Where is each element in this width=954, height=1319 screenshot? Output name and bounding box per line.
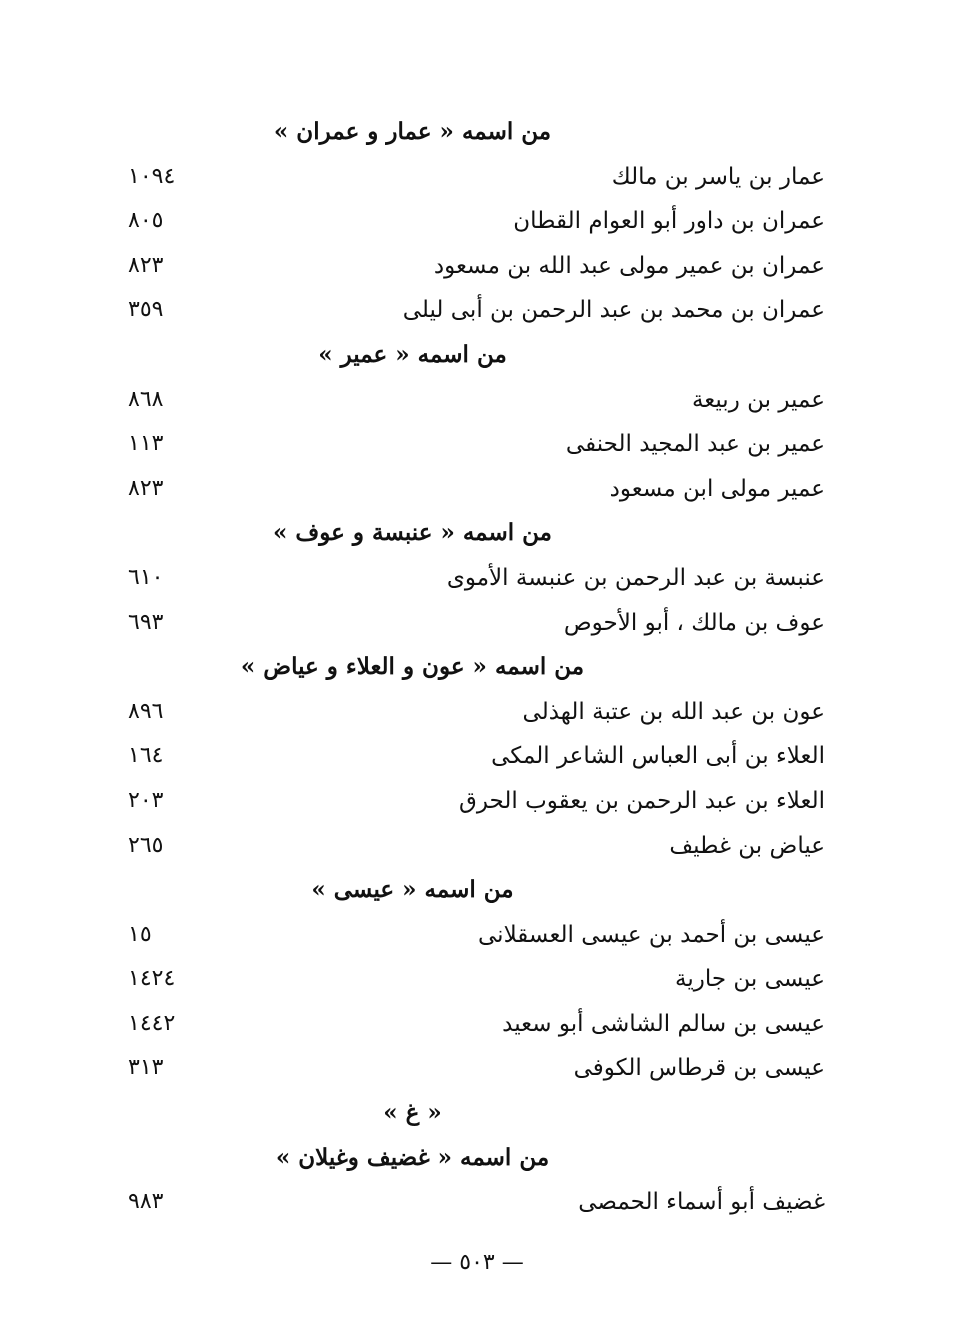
entry-name: عمير مولى ابن مسعود xyxy=(609,475,825,502)
entry-name: غضيف أبو أسماء الحمصى xyxy=(578,1189,825,1216)
entry-page-number: ٨٠٥ xyxy=(128,208,164,234)
index-list xyxy=(110,110,825,1225)
section-heading xyxy=(110,868,825,913)
entry-name: عمير بن ربيعة xyxy=(691,386,825,413)
index-entry xyxy=(110,556,825,601)
entry-page-number: ١١٣ xyxy=(128,431,164,457)
entry-name: عون بن عبد الله بن عتبة الهذلى xyxy=(522,698,825,725)
entry-name: عمران بن محمد بن عبد الرحمن بن أبى ليلى xyxy=(402,297,825,324)
entry-page-number: ٣٥٩ xyxy=(128,297,164,323)
index-entry xyxy=(110,199,825,244)
index-entry xyxy=(110,1046,825,1091)
entry-page-number: ١٦٤ xyxy=(128,743,164,769)
page-number: — ٥٠٣ — xyxy=(430,1250,524,1275)
entry-page-number: ١٠٩٤ xyxy=(128,163,176,189)
index-entry xyxy=(110,779,825,824)
section-heading-text: من اسمه « عنبسة و عوف » xyxy=(273,519,552,547)
index-entry xyxy=(110,690,825,735)
entry-name: العلاء بن عبد الرحمن بن يعقوب الحرق xyxy=(458,787,825,814)
entry-page-number: ٨٦٨ xyxy=(128,386,164,412)
entry-page-number: ٨٢٣ xyxy=(128,475,164,501)
index-entry xyxy=(110,378,825,423)
entry-page-number: ٣١٣ xyxy=(128,1055,164,1081)
entry-page-number: ٨٢٣ xyxy=(128,252,164,278)
index-entry xyxy=(110,734,825,779)
entry-name: عمار بن ياسر بن مالك xyxy=(611,163,825,190)
index-entry xyxy=(110,422,825,467)
entry-name: عيسى بن أحمد بن عيسى العسقلانى xyxy=(478,921,825,948)
index-entry xyxy=(110,913,825,958)
entry-page-number: ٢٦٥ xyxy=(128,832,164,858)
entry-page-number: ١٤٤٢ xyxy=(128,1010,176,1036)
entry-page-number: ٢٠٣ xyxy=(128,787,164,813)
entry-name: عمران بن عمير مولى عبد الله بن مسعود xyxy=(433,252,825,279)
entry-name: عنبسة بن عبد الرحمن بن عنبسة الأموى xyxy=(446,564,825,591)
entry-name: عوف بن مالك ، أبو الأحوص xyxy=(563,609,825,636)
index-entry xyxy=(110,244,825,289)
entry-name: عيسى بن جارية xyxy=(675,966,825,993)
section-heading-text: « غ » xyxy=(383,1099,442,1127)
entry-name: عياض بن غطيف xyxy=(669,832,825,859)
entry-name: عيسى بن قرطاس الكوفى xyxy=(573,1055,825,1082)
index-entry xyxy=(110,601,825,646)
entry-page-number: ١٤٢٤ xyxy=(128,966,176,992)
index-entry xyxy=(110,155,825,200)
section-heading-text: من اسمه « عيسى » xyxy=(311,876,514,904)
section-heading xyxy=(110,645,825,690)
section-heading-text: من اسمه « عون و العلاء و عياض » xyxy=(240,653,585,681)
entry-name: عمير بن عبد المجيد الحنفى xyxy=(565,431,825,458)
entry-name: العلاء بن أبى العباس الشاعر المكى xyxy=(491,743,825,770)
index-entry xyxy=(110,1002,825,1047)
entry-page-number: ٦٩٣ xyxy=(128,609,164,635)
section-heading xyxy=(110,1136,825,1181)
index-entry xyxy=(110,1180,825,1225)
index-entry xyxy=(110,824,825,869)
section-heading-text: من اسمه « عمار و عمران » xyxy=(273,118,552,145)
section-heading xyxy=(110,511,825,556)
section-heading-text: من اسمه « غضيف وغيلان » xyxy=(275,1143,550,1171)
section-heading xyxy=(110,333,825,378)
entry-page-number: ١٥ xyxy=(128,921,152,947)
section-heading xyxy=(110,110,825,155)
index-entry xyxy=(110,288,825,333)
entry-page-number: ٦١٠ xyxy=(128,564,164,590)
index-entry xyxy=(110,957,825,1002)
section-heading-text: من اسمه « عمير » xyxy=(318,340,507,368)
section-heading xyxy=(110,1091,825,1136)
index-entry xyxy=(110,467,825,512)
entry-name: عيسى بن سالم الشاشى أبو سعيد xyxy=(502,1010,825,1037)
entry-page-number: ٨٩٦ xyxy=(128,698,164,724)
entry-page-number: ٩٨٣ xyxy=(128,1189,164,1215)
entry-name: عمران بن داور أبو العوام القطان xyxy=(513,208,825,235)
